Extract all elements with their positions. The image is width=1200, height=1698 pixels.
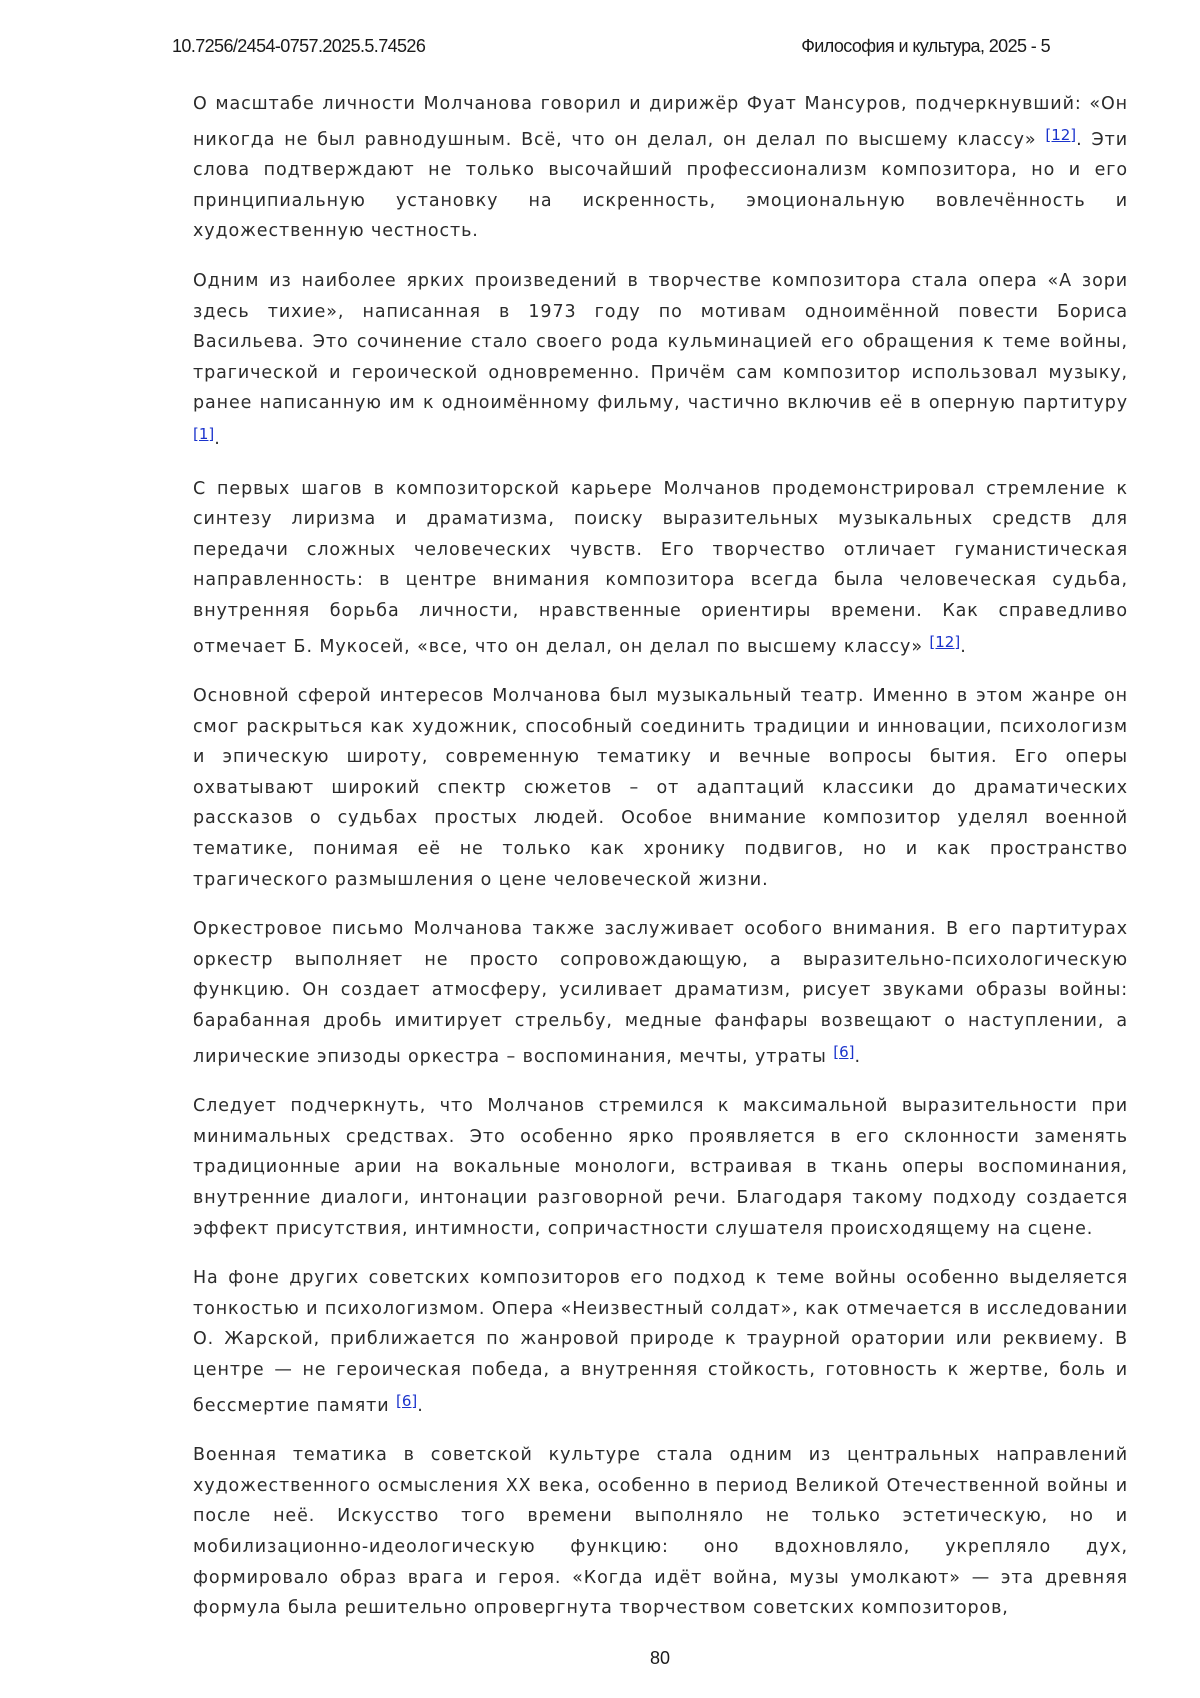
paragraph: На фоне других советских композиторов его подход к теме войны особенно выделяется тонкостью и психологизмом. Опера «Неизвестный солдат», как отмечается в исследовании О. Жарской, приближается по жанровой природе к траурной оратории или реквиему. В центре — не героическая победа, а внутренняя стойкость, готовность к жертве, боль и бессмертие памяти [6].: [193, 1268, 1128, 1416]
doi-label: 10.7256/2454-0757.2025.5.74526: [172, 36, 426, 56]
citation-link[interactable]: [12]: [929, 632, 961, 651]
paragraph: Основной сферой интересов Молчанова был музыкальный театр. Именно в этом жанре он смог раскрыться как художник, способный соединить традиции и инновации, психологизм и эпическую широту, современную тематику и вечные вопросы бытия. Его оперы охватывают широкий спектр сюжетов – от адаптаций классики до драматических рассказов о судьбах простых людей. Особое внимание композитор уделял военной тематике, понимая её не только как хронику подвигов, но и как пространство трагического размышления о цене человеческой жизни.: [193, 686, 1128, 890]
page-number: 80: [649, 1648, 671, 1668]
paragraph: Военная тематика в советской культуре стала одним из центральных направлений художественного осмысления XX века, особенно в период Великой Отечественной войны и после неё. Искусство того времени выполняло не только эстетическую, но и мобилизационно-идеологическую функцию: оно вдохновляло, укрепляло дух, формировало образ врага и героя. «Когда идёт война, музы умолкают» — эта древняя формула была решительно опровергнута творчеством советских композиторов,: [193, 1445, 1128, 1619]
citation-link[interactable]: [1]: [193, 424, 215, 443]
citation-link[interactable]: [6]: [396, 1391, 418, 1410]
paragraph: Оркестровое письмо Молчанова также заслуживает особого внимания. В его партитурах оркестр выполняет не просто сопровождающую, а выразительно-психологическую функцию. Он создает атмосферу, усиливает драматизм, рисует звуками образы войны: барабанная дробь имитирует стрельбу, медные фанфары возвещают о наступлении, а лирические эпизоды оркестра – воспоминания, мечты, утраты [6].: [193, 919, 1128, 1067]
paragraph: С первых шагов в композиторской карьере Молчанов продемонстрировал стремление к синтезу лиризма и драматизма, поиску выразительных музыкальных средств для передачи сложных человеческих чувств. Его творчество отличает гуманистическая направленность: в центре внимания композитора всегда была человеческая судьба, внутренняя борьба личности, нравственные ориентиры времени. Как справедливо отмечает Б. Мукосей, «все, что он делал, он делал по высшему классу» [12].: [193, 478, 1128, 657]
paragraph: Следует подчеркнуть, что Молчанов стремился к максимальной выразительности при минимальных средствах. Это особенно ярко проявляется в его склонности заменять традиционные арии на вокальные монологи, встраивая в ткань оперы воспоминания, внутренние диалоги, интонации разговорной речи. Благодаря такому подходу создается эффект присутствия, интимности, сопричастности слушателя происходящему на сцене.: [193, 1096, 1128, 1239]
citation-link[interactable]: [6]: [833, 1042, 855, 1061]
paragraph: О масштабе личности Молчанова говорил и дирижёр Фуат Мансуров, подчеркнувший: «Он никогда не был равнодушным. Всё, что он делал, он делал по высшему классу» [12]. Эти слова подтверждают не только высочайший профессионализм композитора, но и его принципиальную установку на искренность, эмоциональную вовлечённость и художественную честность.: [193, 94, 1129, 242]
article-body: [193, 89, 1128, 1643]
paragraph: Одним из наиболее ярких произведений в творчестве композитора стала опера «А зори здесь тихие», написанная в 1973 году по мотивам одноимённой повести Бориса Васильева. Это сочинение стало своего рода кульминацией его обращения к теме войны, трагической и героической одновременно. Причём сам композитор использовал музыку, ранее написанную им к одноимённому фильму, частично включив её в оперную партитуру [1].: [193, 270, 1128, 449]
citation-link[interactable]: [12]: [1045, 125, 1077, 144]
journal-label: Философия и культура, 2025 - 5: [801, 36, 1050, 56]
